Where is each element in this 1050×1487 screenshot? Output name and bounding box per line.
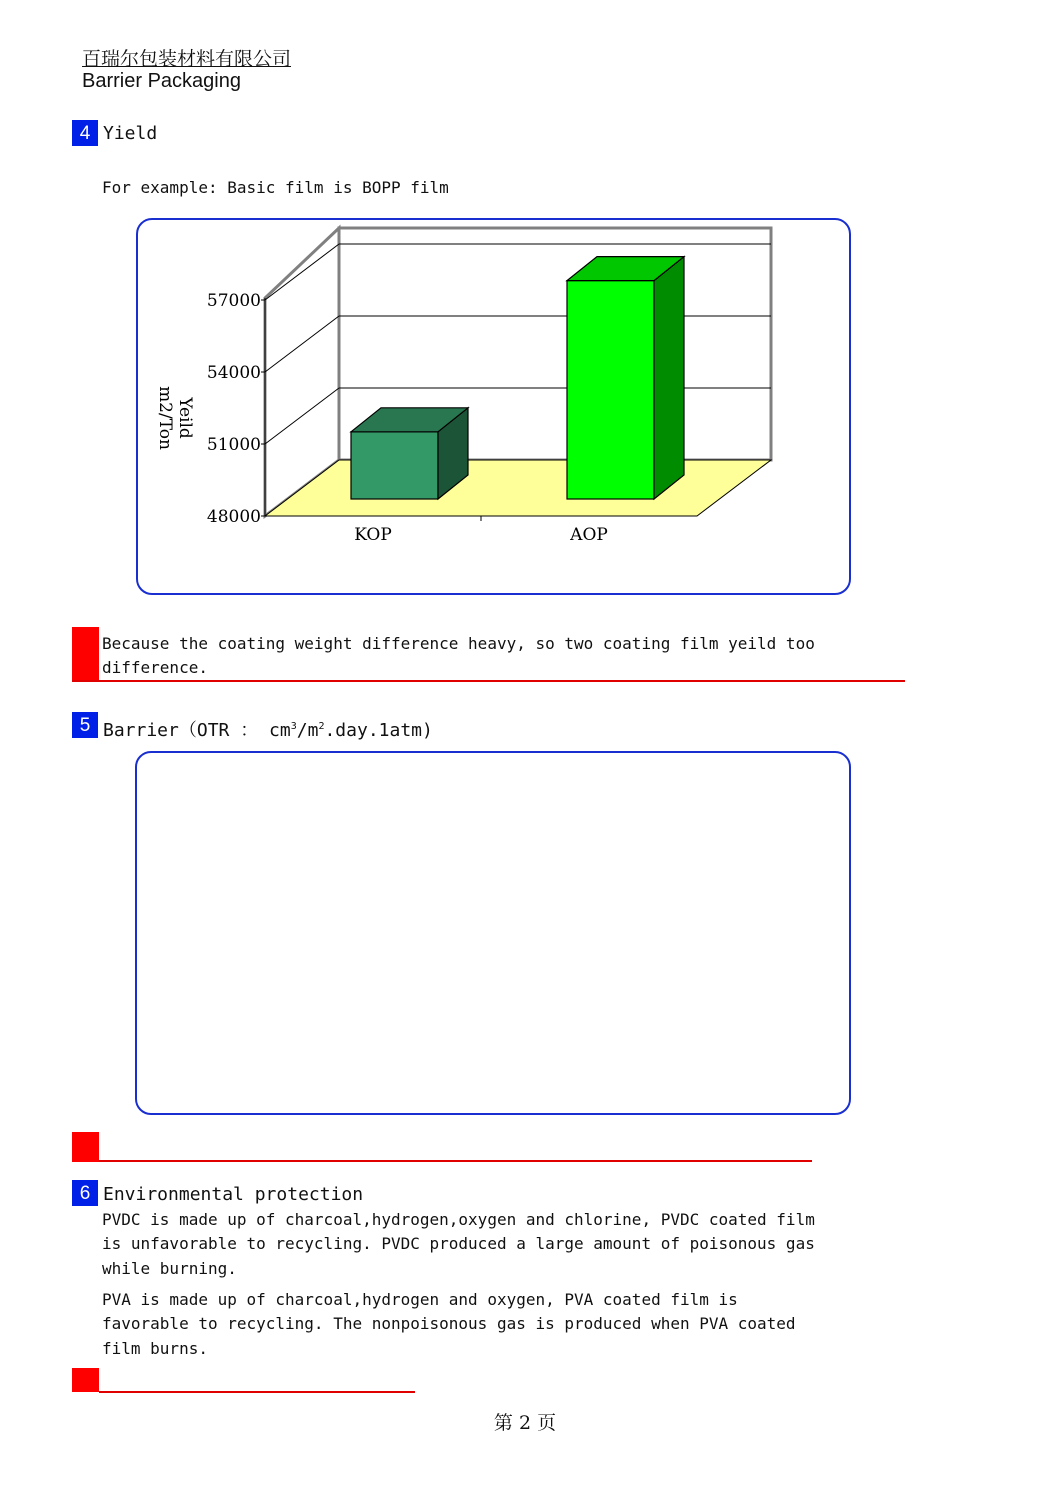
chart-floor: [265, 460, 771, 516]
bar-kop: [351, 408, 468, 499]
bar-aop: [567, 257, 684, 499]
note-marker: [72, 627, 99, 681]
para1-line-3: while burning.: [102, 1259, 237, 1278]
page-footer: 第 2 页: [493, 1412, 557, 1434]
company-name: 百瑞尔包装材料有限公司: [82, 48, 292, 70]
x-tick-label: AOP: [570, 525, 608, 545]
para2-line-1: PVA is made up of charcoal,hydrogen and oxygen, PVA coated film is: [102, 1290, 738, 1309]
bar-front: [351, 432, 438, 499]
y-axis-label: m2/Ton: [155, 386, 175, 450]
y-tick-label: 48000: [206, 507, 261, 527]
para2-line-3: film burns.: [102, 1339, 208, 1358]
y-tick-label: 54000: [206, 363, 261, 383]
note-line-1: Because the coating weight difference heavy, so two coating film yeild too: [102, 634, 815, 653]
para2-line-2: favorable to recycling. The nonpoisonous gas is produced when PVA coated: [102, 1314, 796, 1333]
note-marker-3: [72, 1368, 99, 1392]
note-underline-2: [99, 1160, 812, 1162]
para1-line-1: PVDC is made up of charcoal,hydrogen,oxygen and chlorine, PVDC coated film: [102, 1210, 815, 1229]
section-number-5: 5: [72, 712, 98, 738]
y-axis-label: Yeild: [175, 397, 195, 439]
bar-front: [567, 281, 654, 499]
yield-chart: [155, 228, 771, 545]
note-marker-2: [72, 1132, 99, 1162]
brand-name: Barrier Packaging: [82, 70, 241, 92]
y-tick-label: 57000: [206, 291, 261, 311]
section-number-6: 6: [72, 1180, 98, 1206]
section-title-barrier: Barrier（OTR ： $cm^3/m^2.day.1atm$): [103, 720, 433, 741]
y-tick-label: 51000: [206, 435, 261, 455]
note-line-2: difference.: [102, 658, 208, 677]
section-title-environment: Environmental protection: [103, 1184, 364, 1205]
note-underline: [72, 680, 905, 682]
otr-chart-panel: [135, 751, 851, 1115]
note-underline-3: [99, 1391, 415, 1393]
x-tick-label: KOP: [354, 525, 392, 545]
section-title-yield: Yield: [103, 123, 158, 144]
bar-side: [654, 257, 684, 499]
para1-line-2: is unfavorable to recycling. PVDC produced a large amount of poisonous gas: [102, 1234, 815, 1253]
example-text: For example: Basic film is BOPP film: [102, 178, 449, 197]
section-number-4: 4: [72, 120, 98, 146]
